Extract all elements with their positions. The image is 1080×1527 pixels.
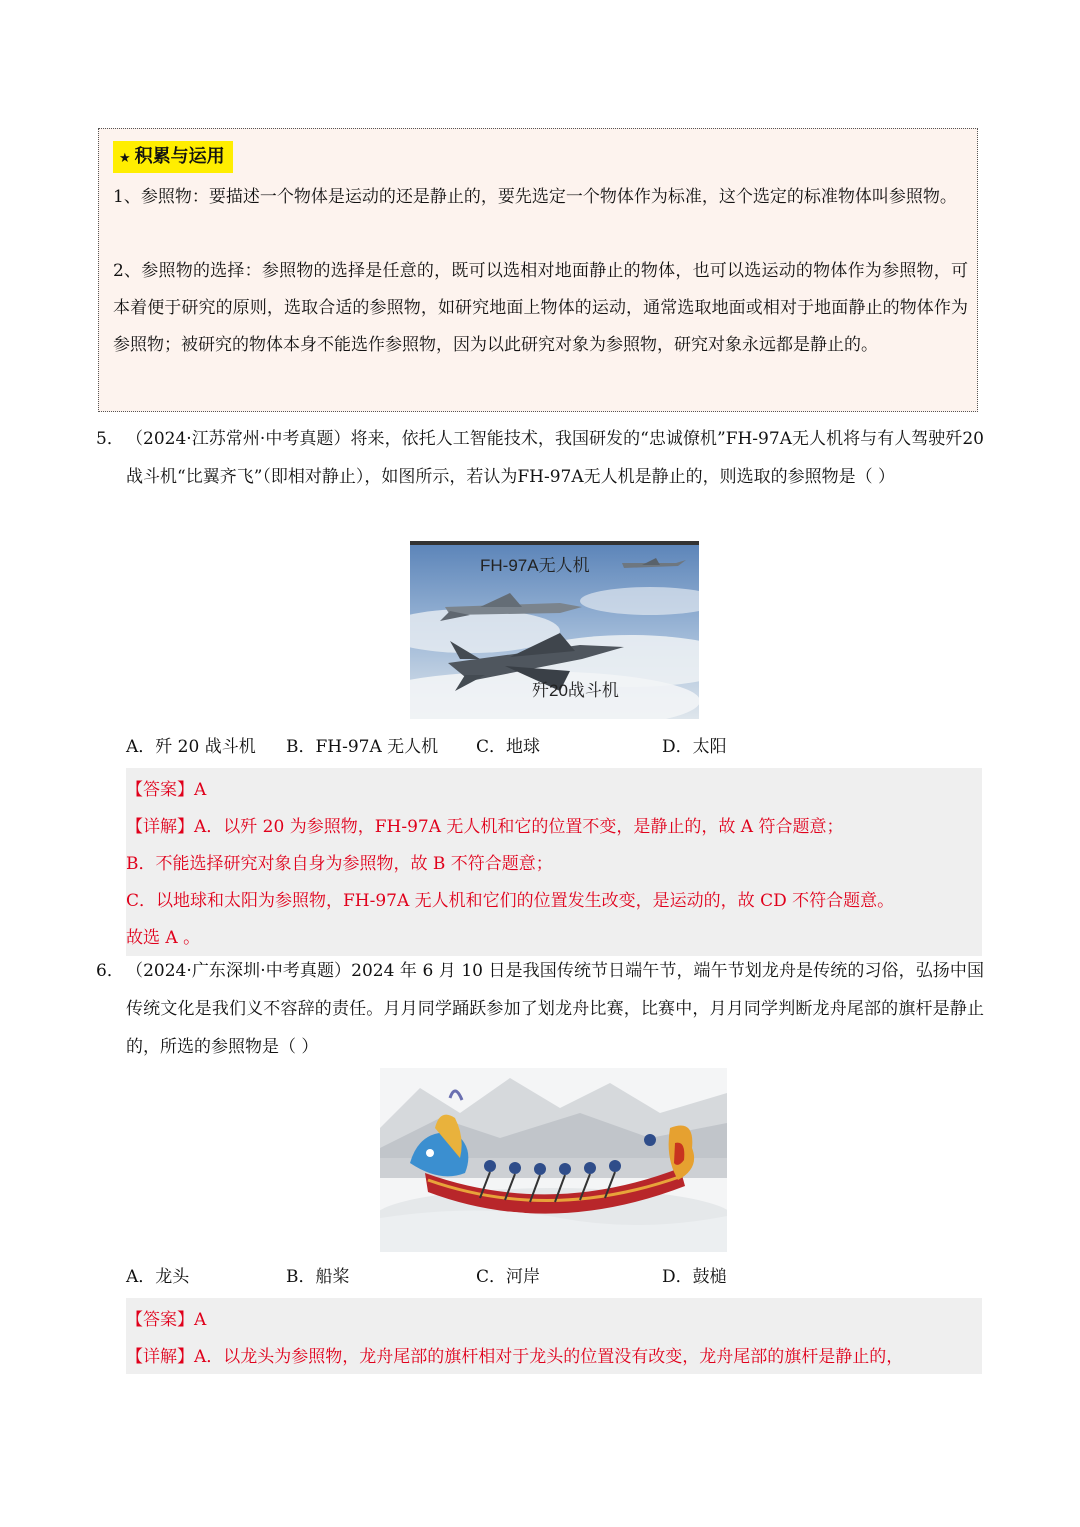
q6-answer-block	[126, 1298, 982, 1374]
fighter-label: 歼20战斗机	[532, 681, 619, 700]
q6-answer: 【答案】A	[126, 1310, 207, 1330]
q6-option-b[interactable]: B．船桨	[286, 1267, 350, 1287]
knowledge-paragraph-2: 2、参照物的选择：参照物的选择是任意的，既可以选相对地面静止的物体，也可以选运动的物体作为参照物，可本着便于研究的原则，选取合适的参照物，如研究地面上物体的运动，通常选取地面或相对于地面静止的物体作为参照物；被研究的物体本身不能选作参照物，因为以此研究对象为参照物，研究对象永远都是静止的。	[113, 261, 968, 355]
jets-illustration	[410, 541, 699, 719]
jets-figure	[410, 541, 699, 719]
q5-option-b[interactable]: B．FH-97A 无人机	[286, 737, 439, 757]
knowledge-title-text: 积累与运用	[134, 146, 225, 167]
q5-explanation-line-4: 故选 A 。	[126, 928, 201, 948]
drone-label: FH-97A无人机	[480, 556, 590, 575]
q5-option-a[interactable]: A．歼 20 战斗机	[126, 737, 256, 757]
q5-answer: 【答案】A	[126, 780, 207, 800]
question-5	[96, 420, 984, 496]
question-number: 5．	[96, 429, 124, 449]
question-number: 6．	[96, 961, 124, 981]
knowledge-box	[98, 128, 978, 412]
question-text: （2024·江苏常州·中考真题）将来，依托人工智能技术，我国研发的“忠诚僚机”FH-97A无人机将与有人驾驶歼20战斗机“比翼齐飞”（即相对静止），如图所示，若认为FH-97A无人机是静止的，则选取的参照物是（ ）	[126, 429, 984, 487]
q5-answer-block	[126, 768, 982, 956]
knowledge-paragraph-1: 1、参照物：要描述一个物体是运动的还是静止的，要先选定一个物体作为标准，这个选定的标准物体叫参照物。	[113, 187, 957, 207]
question-6	[96, 952, 984, 1066]
q6-option-a[interactable]: A．龙头	[126, 1267, 190, 1287]
star-icon: ★	[119, 151, 131, 166]
q5-explanation-line-3: C．以地球和太阳为参照物，FH-97A 无人机和它们的位置发生改变，是运动的，故 CD 不符合题意。	[126, 891, 895, 911]
q6-option-d[interactable]: D．鼓槌	[662, 1267, 727, 1287]
q5-explanation-line-1: 【详解】A．以歼 20 为参照物，FH-97A 无人机和它的位置不变，是静止的，故 A 符合题意；	[126, 817, 844, 837]
q6-explanation-line-1: 【详解】A．以龙头为参照物，龙舟尾部的旗杆相对于龙头的位置没有改变，龙舟尾部的旗杆是静止的，	[126, 1347, 904, 1367]
q6-option-c[interactable]: C．河岸	[476, 1267, 541, 1287]
knowledge-title	[113, 141, 233, 173]
q5-option-d[interactable]: D．太阳	[662, 737, 727, 757]
q5-option-c[interactable]: C．地球	[476, 737, 541, 757]
q5-explanation-line-2: B．不能选择研究对象自身为参照物，故 B 不符合题意；	[126, 854, 553, 874]
question-text: （2024·广东深圳·中考真题）2024 年 6 月 10 日是我国传统节日端午节，端午节划龙舟是传统的习俗，弘扬中国传统文化是我们义不容辞的责任。月月同学踊跃参加了划龙舟比赛，比赛中，月月同学判断龙舟尾部的旗杆是静止的，所选的参照物是（ ）	[126, 961, 984, 1057]
dragon-boat-figure	[380, 1068, 727, 1252]
dragon-boat-illustration	[380, 1068, 727, 1252]
